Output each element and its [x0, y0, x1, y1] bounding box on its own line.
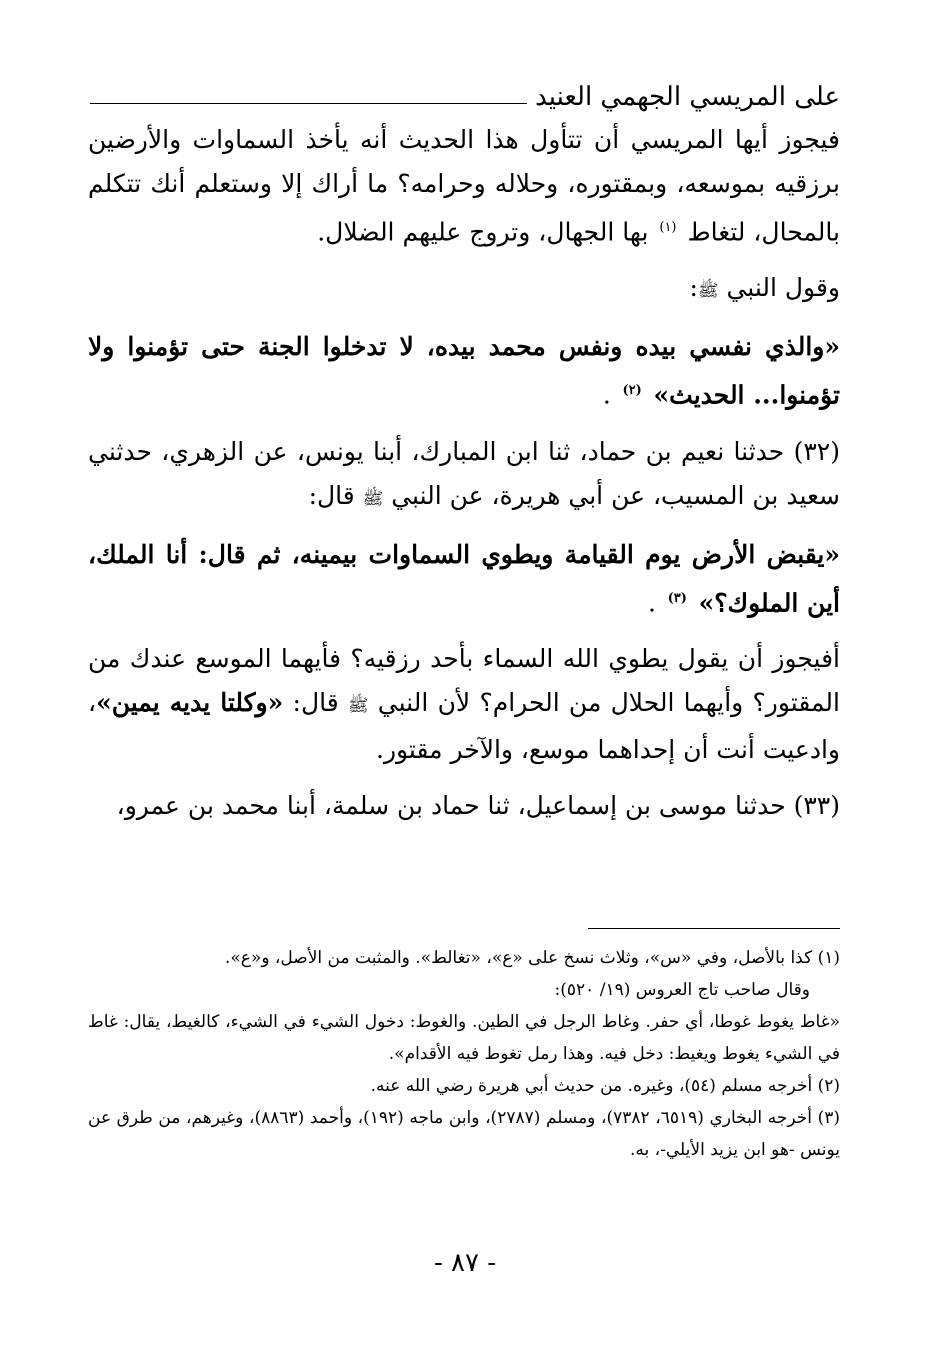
paragraph-33 — [88, 784, 840, 828]
footnote-marker-3: (٣) — [667, 590, 687, 606]
paragraph-1 — [88, 118, 840, 254]
salla-symbol: ﷺ — [697, 281, 719, 302]
hadith-2 — [88, 533, 840, 625]
paragraph-2 — [88, 266, 840, 313]
hadith-2-text: «يقبض الأرض يوم القيامة ويطوي السماوات بيمينه، ثم قال: أنا الملك، أين الملوك؟» — [88, 539, 840, 617]
main-text — [88, 118, 840, 840]
paragraph-4-quote: «وكلتا يديه يمين» — [96, 687, 284, 717]
hadith-2-end: . — [647, 587, 656, 617]
paragraph-4 — [88, 637, 840, 772]
paragraph-33-text: حدثنا موسى بن إسماعيل، ثنا حماد بن سلمة، أبنا محمد بن عمرو، — [116, 790, 786, 820]
paragraph-32-text: حدثنا نعيم بن حماد، ثنا ابن المبارك، أبنا يونس، عن الزهري، حدثني سعيد بن المسيب، عن أبي هريرة، عن النبي — [88, 436, 840, 510]
running-title: على المريسي الجهمي العنيد — [535, 82, 840, 112]
paragraph-4-text: أفيجوز أن يقول يطوي الله السماء بأحد رزقيه؟ فأيهما الموسع عندك من المقتور؟ وأيهما الحلال من الحرام؟ لأن النبي — [88, 643, 840, 717]
paragraph-2-text: وقول النبي — [726, 273, 840, 303]
footnote-1-quote: «غاط يغوط غوطا، أي حفر. وغاط الرجل في الطين. والغوط: دخول الشيء في الشيء، كالغيط، يقال: غاط في الشيء يغوط ويغيط: دخل فيه. وهذا رمل تغوط فيه الأقدام». — [88, 1012, 840, 1064]
hadith-1-end: . — [602, 380, 611, 410]
running-header — [90, 70, 840, 110]
footnote-1: (١) كذا بالأصل، وفي «س»، وثلاث نسخ على «ع»، «تغالط». والمثبت من الأصل، و«ع». — [224, 948, 840, 968]
salla-symbol: ﷺ — [362, 488, 384, 509]
footnote-1-source: وقال صاحب تاج العروس (١٩/ ٥٢٠): — [554, 980, 810, 1000]
footnotes — [88, 942, 840, 1166]
footnote-separator — [588, 928, 840, 929]
footnote-marker-1: (١) — [659, 220, 677, 235]
paragraph-number-32: (٣٢) — [793, 436, 840, 466]
paragraph-1-end: بها الجهال، وتروج عليهم الضلال. — [317, 217, 649, 247]
paragraph-4-end: ، وادعيت أنت أن إحداهما موسع، والآخر مقتور. — [88, 687, 840, 764]
hadith-1-text: «والذي نفسي بيده ونفس محمد بيده، لا تدخلوا الجنة حتى تؤمنوا ولا تؤمنوا... الحديث» — [88, 332, 840, 410]
header-rule — [90, 103, 527, 104]
paragraph-number-33: (٣٣) — [793, 790, 840, 820]
footnote-marker-2: (٢) — [622, 383, 642, 399]
footnote-2: (٢) أخرجه مسلم (٥٤)، وغيره. من حديث أبي هريرة رضي الله عنه. — [370, 1076, 840, 1096]
footnote-3: (٣) أخرجه البخاري (٦٥١٩، ٧٣٨٢)، ومسلم (٢٧٨٧)، وابن ماجه (١٩٢)، وأحمد (٨٨٦٣)، وغيرهم، من طرق عن يونس -هو ابن يزيد الأيلي-، به. — [88, 1108, 840, 1160]
page-number: - ٨٧ - — [433, 1248, 497, 1278]
paragraph-32-end: قال: — [308, 480, 355, 510]
paragraph-32 — [88, 430, 840, 521]
paragraph-1-text: فيجوز أيها المريسي أن تتأول هذا الحديث أنه يأخذ السماوات والأرضين برزقيه بموسعه، وبمقتوره، وحلاله وحرامه؟ ما أراك إلا وستعلم أنك تتكلم بالمحال، لتغاط — [88, 125, 840, 247]
paragraph-2-colon: : — [689, 273, 698, 303]
hadith-1 — [88, 325, 840, 417]
paragraph-4-mid: قال: — [292, 687, 339, 717]
salla-symbol: ﷺ — [347, 695, 369, 716]
